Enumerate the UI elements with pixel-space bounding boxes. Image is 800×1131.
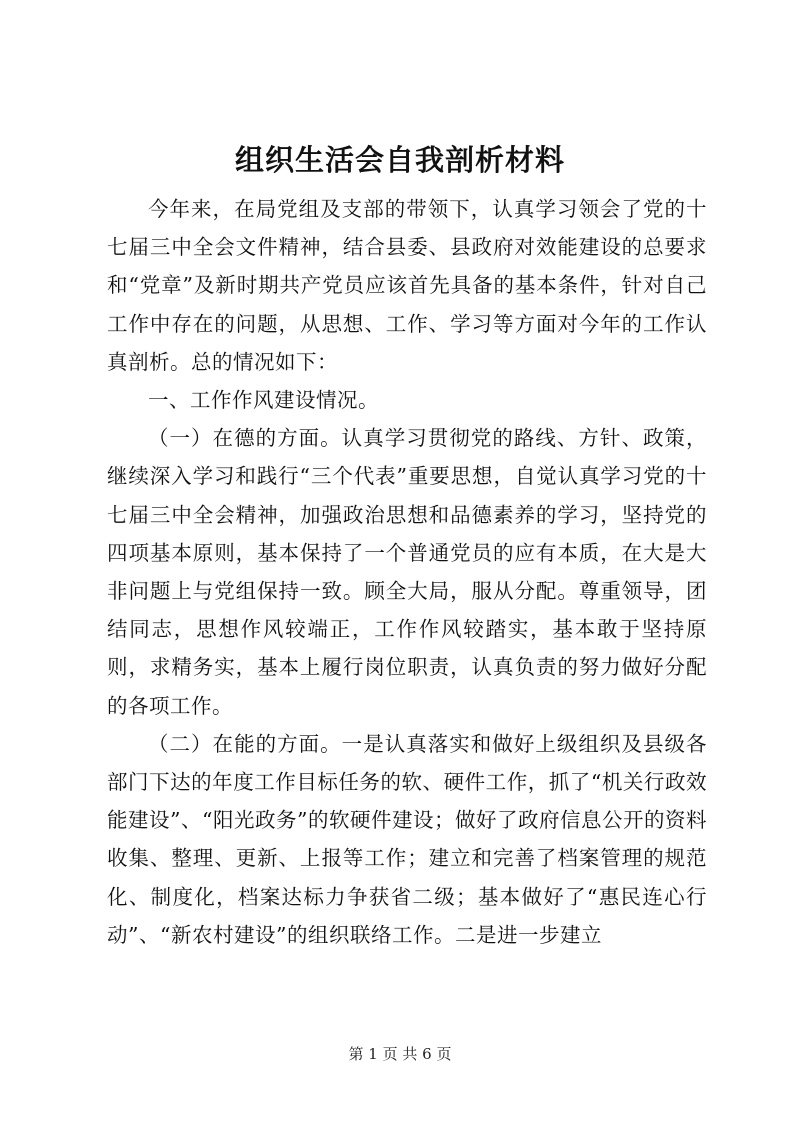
page-footer: 第 1 页 共 6 页 (348, 1045, 452, 1063)
paragraph-ability: （二）在能的方面。一是认真落实和做好上级组织及县级各部门下达的年度工作目标任务的软、硬件工作，抓了“机关行政效能建设”、“阳光政务”的软硬件建设；做好了政府信息公开的资料收集、整理、更新、上报等工作；建立和完善了档案管理的规范化、制度化，档案达标力争获省二级；基本做好了“惠民连心行动”、“新农村建设”的组织联络工作。二是进一步建立 (107, 731, 707, 947)
section-heading: 一、工作作风建设情况。 (148, 388, 379, 413)
document-title: 组织生活会自我剖析材料 (234, 143, 565, 177)
document-body (107, 190, 707, 954)
paragraph-virtue: （一）在德的方面。认真学习贯彻党的路线、方针、政策，继续深入学习和践行“三个代表”重要思想，自觉认真学习党的十七届三中全会精神，加强政治思想和品德素养的学习，坚持党的四项基本原则，基本保持了一个普通党员的应有本质，在大是大非问题上与党组保持一致。顾全大局，服从分配。尊重领导，团结同志，思想作风较端正，工作作风较踏实，基本敢于坚持原则，求精务实，基本上履行岗位职责，认真负责的努力做好分配的各项工作。 (107, 426, 707, 718)
paragraph-intro: 今年来，在局党组及支部的带领下，认真学习领会了党的十七届三中全会文件精神，结合县委、县政府对效能建设的总要求和“党章”及新时期共产党员应该首先具备的基本条件，针对自己工作中存在的问题，从思想、工作、学习等方面对今年的工作认真剖析。总的情况如下： (107, 197, 707, 374)
